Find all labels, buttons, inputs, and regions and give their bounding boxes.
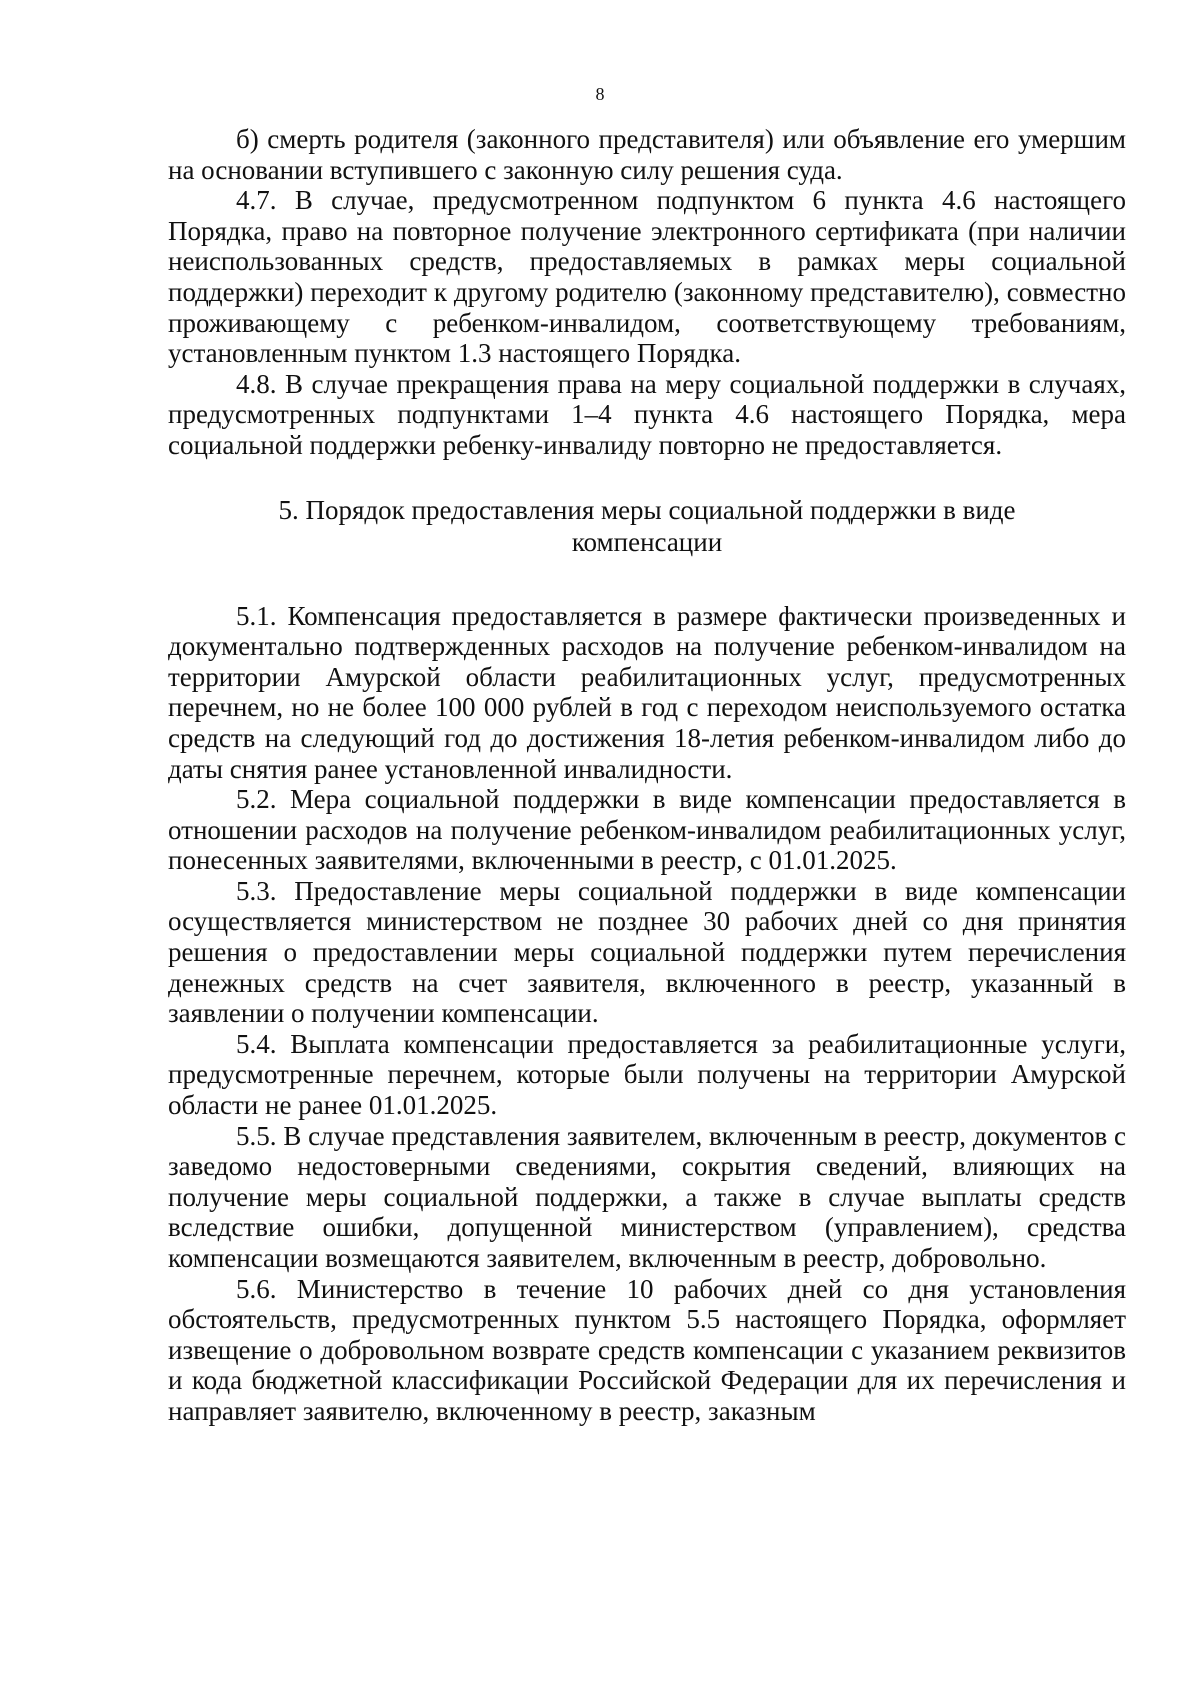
paragraph-5-3: 5.3. Предоставление меры социальной поддержки в виде компенсации осуществляется министерством не позднее 30 рабочих дней со дня принятия решения о предоставлении меры социальной поддержки путем перечисления денежных средств на счет заявителя, включенного в реестр, указанный в заявлении о получении компенсации. xyxy=(168,875,1126,1029)
paragraph-4-6-6: б) смерть родителя (законного представителя) или объявление его умершим на основании вступившего с законную силу решения суда. xyxy=(168,124,1126,185)
section-5-heading xyxy=(168,494,1126,558)
paragraph-4-7: 4.7. В случае, предусмотренном подпунктом 6 пункта 4.6 настоящего Порядка, право на повторное получение электронного сертификата (при наличии неиспользованных средств, предоставляемых в рамках меры социальной поддержки) переходит к другому родителю (законному представителю), совместно проживающему с ребенком-инвалидом, соответствующему требованиям, установленным пунктом 1.3 настоящего Порядка. xyxy=(168,185,1126,369)
paragraph-5-4: 5.4. Выплата компенсации предоставляется за реабилитационные услуги, предусмотренные перечнем, которые были получены на территории Амурской области не ранее 01.01.2025. xyxy=(168,1028,1126,1121)
section-5-heading-line2: компенсации xyxy=(571,526,723,557)
page-number: 8 xyxy=(595,84,605,104)
paragraph-5-5: 5.5. В случае представления заявителем, включенным в реестр, документов с заведомо недостоверными сведениями, сокрытия сведений, влияющих на получение меры социальной поддержки, а также в случае выплаты средств вследствие ошибки, допущенной министерством (управлением), средства компенсации возмещаются заявителем, включенным в реестр, добровольно. xyxy=(168,1120,1126,1273)
paragraph-5-1: 5.1. Компенсация предоставляется в размере фактически произведенных и документально подтвержденных расходов на получение ребенком-инвалидом на территории Амурской области реабилитационных услуг, предусмотренных перечнем, но не более 100 000 рублей в год с переходом неиспользуемого остатка средств на следующий год до достижения 18-летия ребенком-инвалидом либо до даты снятия ранее установленной инвалидности. xyxy=(168,600,1126,784)
section-5-heading-line1: 5. Порядок предоставления меры социальной поддержки в виде xyxy=(278,494,1016,525)
paragraph-5-6: 5.6. Министерство в течение 10 рабочих дней со дня установления обстоятельств, предусмотренных пунктом 5.5 настоящего Порядка, оформляет извещение о добровольном возврате средств компенсации с указанием реквизитов и кода бюджетной классификации Российской Федерации для их перечисления и направляет заявителю, включенному в реестр, заказным xyxy=(168,1273,1126,1426)
document-body xyxy=(168,124,1126,1427)
paragraph-5-2: 5.2. Мера социальной поддержки в виде компенсации предоставляется в отношении расходов на получение ребенком-инвалидом реабилитационных услуг, понесенных заявителями, включенными в реестр, с 01.01.2025. xyxy=(168,784,1126,876)
paragraph-4-8: 4.8. В случае прекращения права на меру социальной поддержки в случаях, предусмотренных подпунктами 1–4 пункта 4.6 настоящего Порядка, мера социальной поддержки ребенку-инвалиду повторно не предоставляется. xyxy=(168,368,1126,460)
